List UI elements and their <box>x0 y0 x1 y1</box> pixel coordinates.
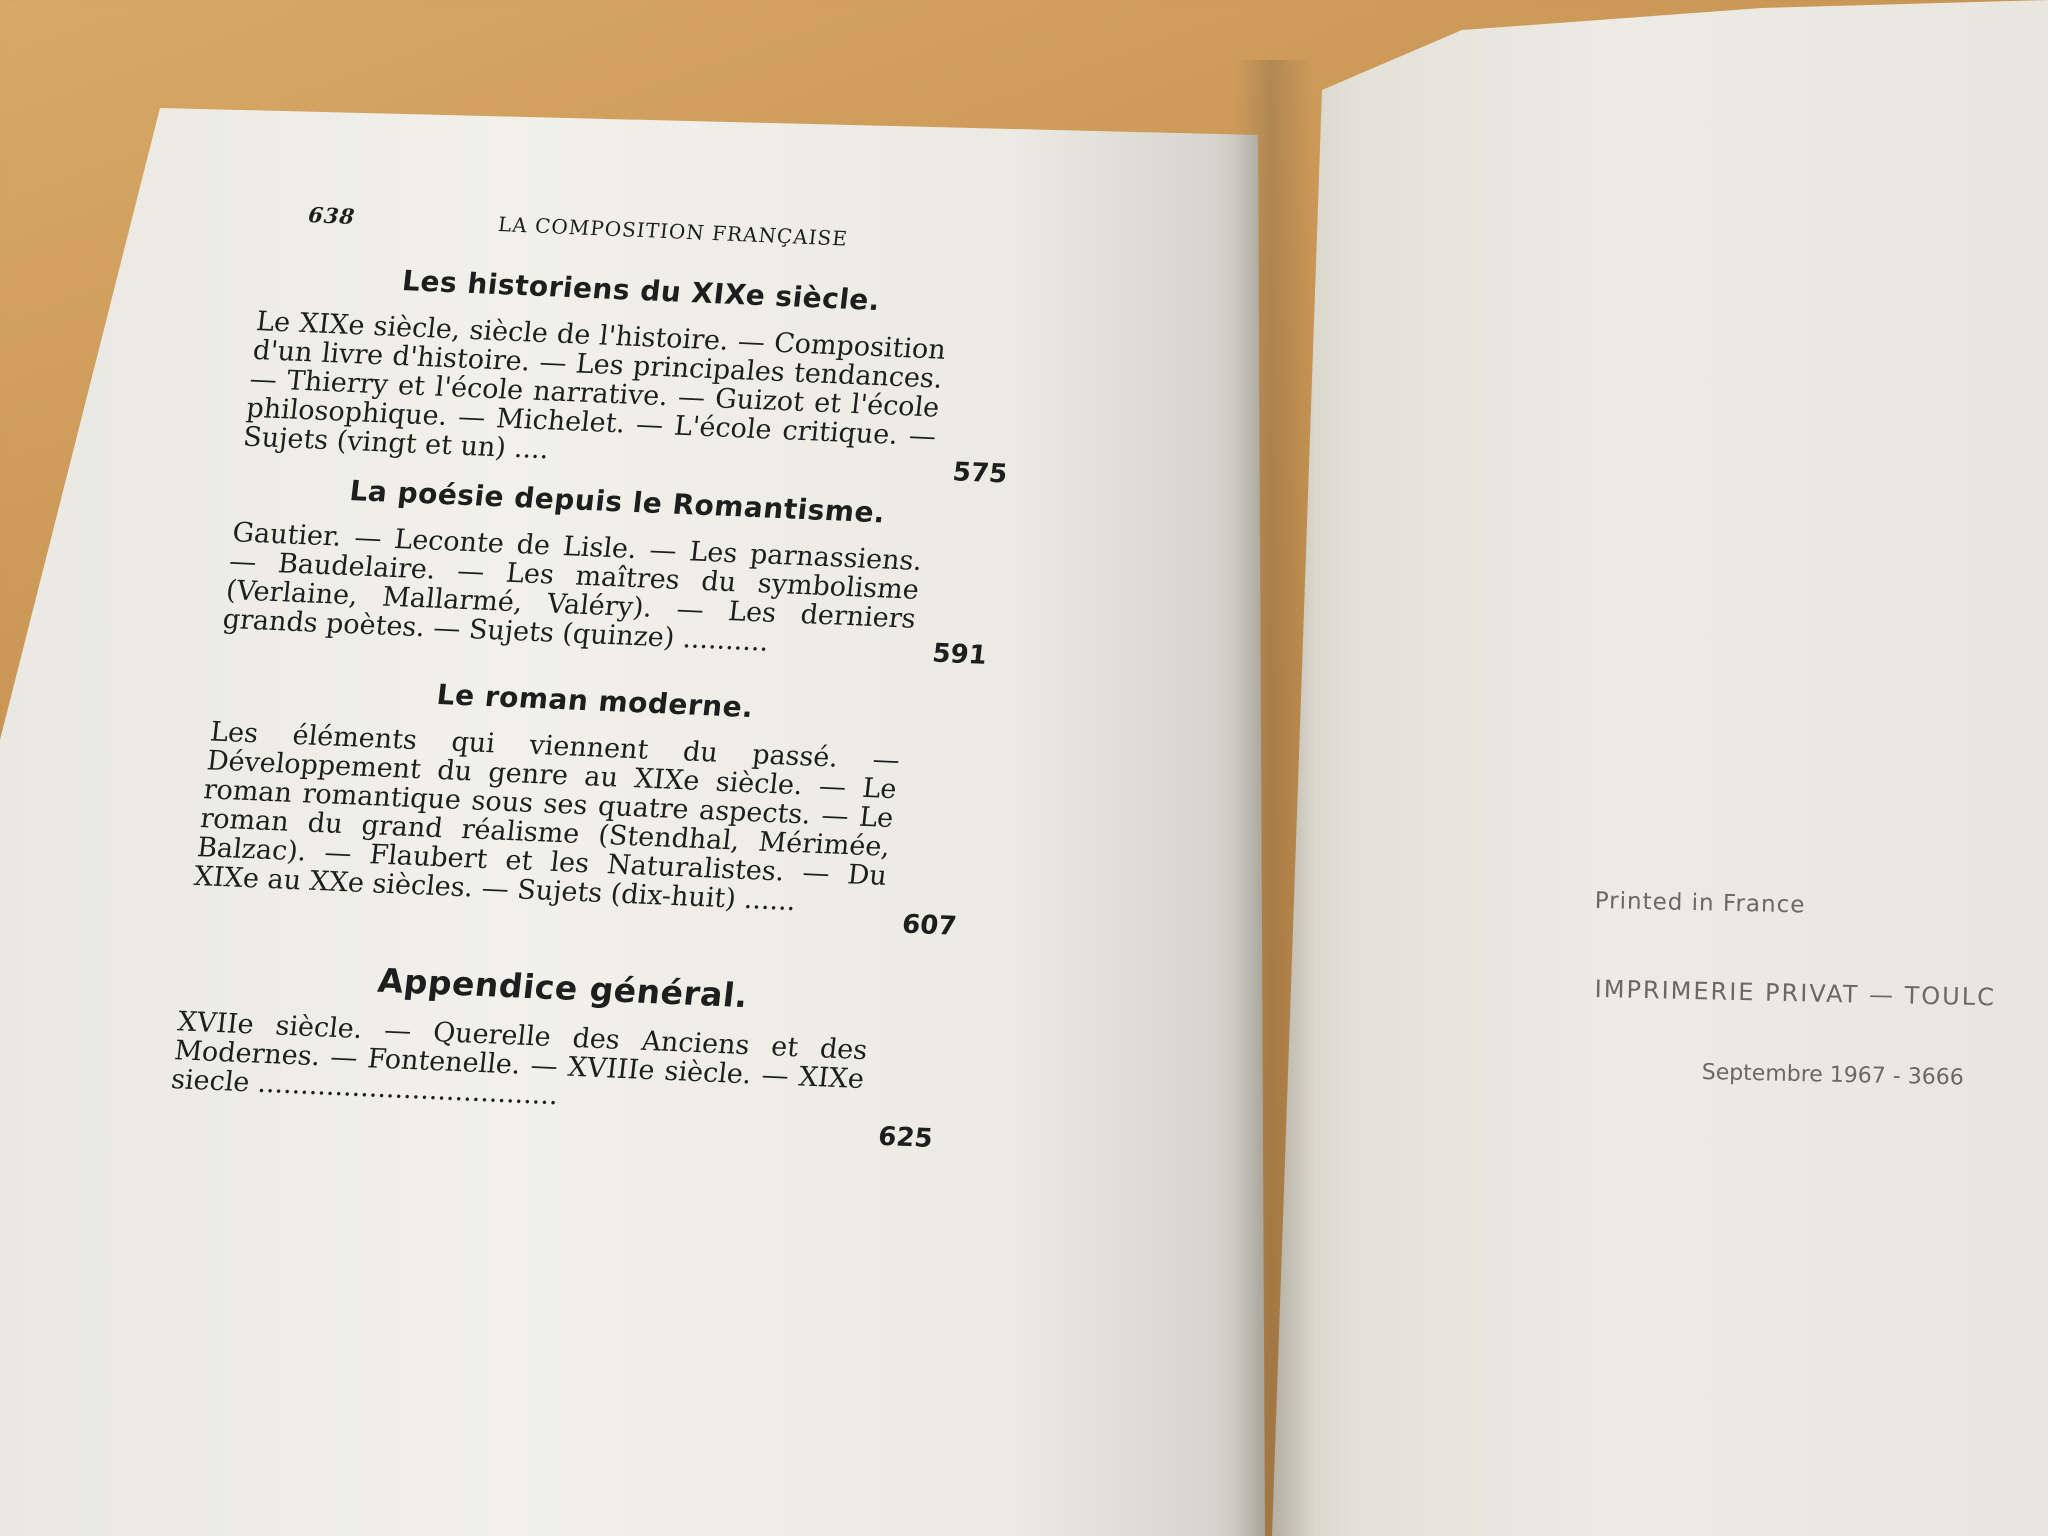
toc-section-appendice <box>169 953 945 1154</box>
right-page <box>1262 0 2048 1536</box>
section-page-number: 575 <box>951 457 1009 490</box>
section-page-number: 607 <box>900 909 959 942</box>
section-heading: Le roman moderne. <box>435 677 756 725</box>
section-heading: Appendice général. <box>375 960 751 1016</box>
toc-section-poesie <box>221 469 999 671</box>
section-heading: La poésie depuis le Romantisme. <box>347 474 888 530</box>
section-text: Les éléments qui viennent du passé. — Développement du genre au XIXe siècle. — Le roman romantique sous ses quatre aspects. — Le roman du grand réalisme (Stendhal, Mérimée, Balzac). — Flaubert et les Naturalistes. — Du XIXe au XXe siècles. — Sujets (dix-huit) ...... <box>192 716 902 918</box>
printed-in-france: Printed in France <box>1594 888 1806 919</box>
section-text: XVIIe siècle. — Querelle des Anciens et des Modernes. — Fontenelle. — XVIIIe siècle. — XIXe siecle ................................... <box>169 1006 869 1112</box>
page-number: 638 <box>307 202 357 229</box>
section-text: Gautier. — Leconte de Lisle. — Les parnassiens. — Baudelaire. — Les maîtres du symbolisme (Verlaine, Mallarmé, Valéry). — Les derniers grands poètes. — Sujets (quinze) .......... <box>221 517 924 658</box>
section-text: Le XIXe siècle, siècle de l'histoire. — Composition d'un livre d'histoire. — Les principales tendances. — Thierry et l'école narrative. — Guizot et l'école philosophique. — Michelet. — L'école critique. — Sujets (vingt et un) .... <box>241 306 948 466</box>
printer-name: IMPRIMERIE PRIVAT — TOULC <box>1594 975 1997 1012</box>
table-of-contents <box>28 195 1139 1233</box>
section-heading: Les historiens du XIXe siècle. <box>400 264 882 318</box>
section-page-number: 591 <box>930 638 989 671</box>
print-date: Septembre 1967 - 3666 <box>1701 1060 1964 1091</box>
section-page-number: 625 <box>876 1121 935 1154</box>
running-title: LA COMPOSITION FRANÇAISE <box>496 212 850 251</box>
toc-section-roman <box>192 669 976 942</box>
book-gutter <box>1235 60 1315 1536</box>
toc-section-historiens <box>241 258 1023 490</box>
